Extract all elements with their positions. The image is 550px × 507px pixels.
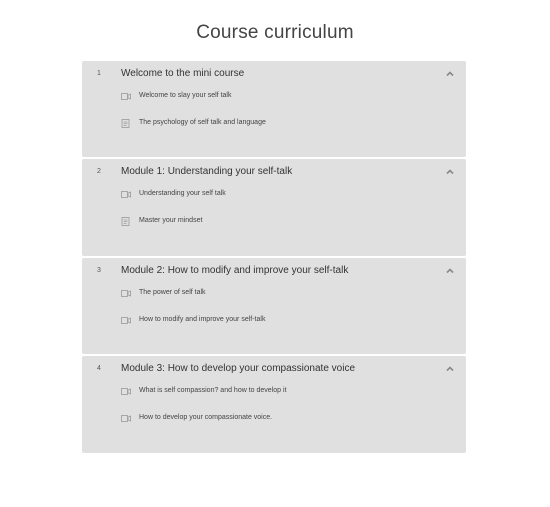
module-2	[82, 159, 466, 256]
lesson-title: The psychology of self talk and language	[139, 119, 266, 126]
lesson-title: Understanding your self talk	[139, 190, 226, 197]
module-header[interactable]	[82, 356, 466, 383]
lesson-item[interactable]	[82, 410, 466, 437]
module-header[interactable]	[82, 159, 466, 186]
lesson-title: What is self compassion? and how to develop it	[139, 387, 287, 394]
module-title: Module 3: How to develop your compassionate voice	[121, 363, 356, 374]
lesson-item[interactable]	[82, 186, 466, 213]
module-title: Module 2: How to modify and improve your self-talk	[121, 265, 349, 276]
module-title: Welcome to the mini course	[121, 68, 245, 79]
video-icon	[121, 316, 131, 325]
document-icon	[121, 217, 131, 226]
module-3	[82, 258, 466, 354]
lesson-title: How to modify and improve your self-talk	[139, 316, 266, 323]
page-title: Course curriculum	[196, 22, 354, 43]
lesson-item[interactable]	[82, 285, 466, 312]
lesson-title: Master your mindset	[139, 217, 203, 224]
chevron-up-icon[interactable]	[445, 364, 455, 374]
module-header[interactable]	[82, 258, 466, 285]
video-icon	[121, 92, 131, 101]
module-header[interactable]	[82, 61, 466, 88]
module-number: 3	[97, 267, 101, 274]
lesson-item[interactable]	[82, 115, 466, 142]
lesson-item[interactable]	[82, 213, 466, 240]
module-number: 2	[97, 168, 101, 175]
lesson-title: How to develop your compassionate voice.	[139, 414, 273, 421]
chevron-up-icon[interactable]	[445, 266, 455, 276]
document-icon	[121, 119, 131, 128]
lesson-item[interactable]	[82, 88, 466, 115]
lesson-title: The power of self talk	[139, 289, 206, 296]
curriculum-list	[82, 61, 466, 455]
video-icon	[121, 414, 131, 423]
module-1	[82, 61, 466, 157]
module-number: 1	[97, 70, 101, 77]
lesson-item[interactable]	[82, 383, 466, 410]
chevron-up-icon[interactable]	[445, 69, 455, 79]
video-icon	[121, 190, 131, 199]
lesson-item[interactable]	[82, 312, 466, 339]
module-number: 4	[97, 365, 101, 372]
lesson-title: Welcome to slay your self talk	[139, 92, 232, 99]
module-title: Module 1: Understanding your self-talk	[121, 166, 293, 177]
video-icon	[121, 387, 131, 396]
module-4	[82, 356, 466, 453]
chevron-up-icon[interactable]	[445, 167, 455, 177]
video-icon	[121, 289, 131, 298]
